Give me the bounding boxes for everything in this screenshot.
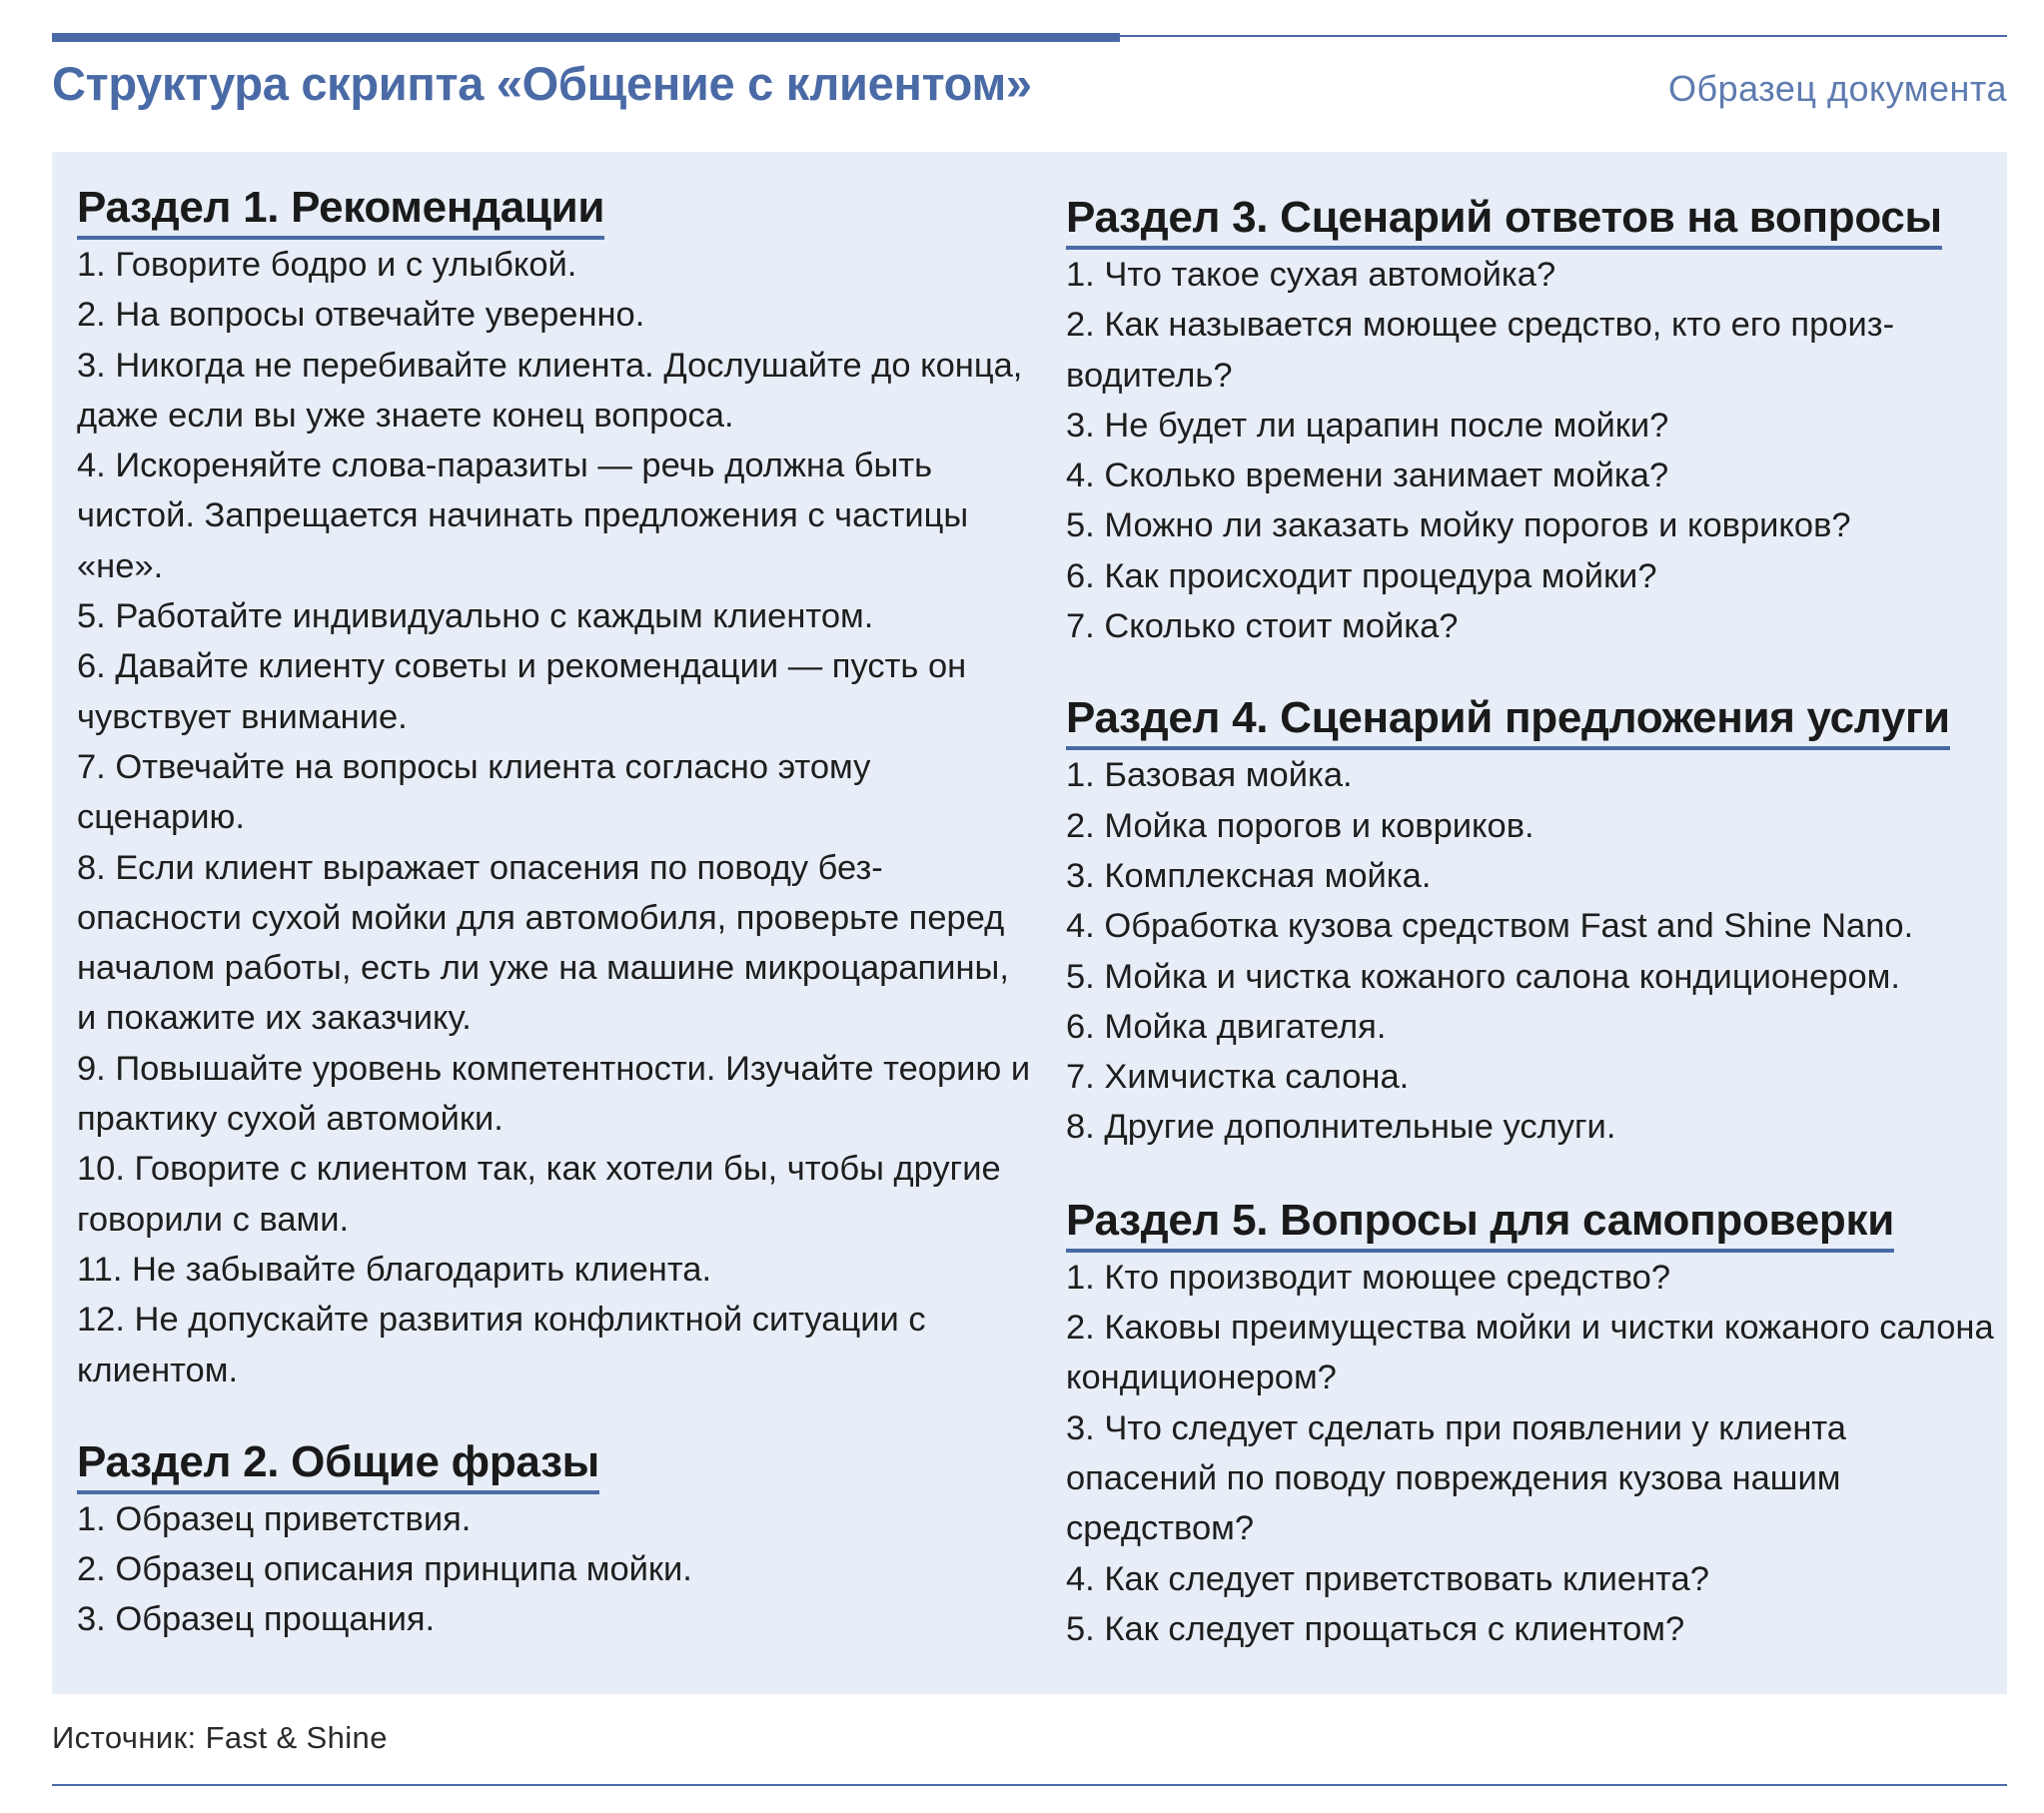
list-item: 7. Сколько стоит мойка? bbox=[1066, 607, 1459, 646]
list-item: 6. Как происходит процедура мойки? bbox=[1066, 556, 1657, 595]
section-3-title: Раздел 3. Сценарий ответов на вопросы bbox=[1066, 192, 1942, 250]
list-item: 3. Никогда не перебивайте клиента. Дослушайте до конца, даже если вы уже знаете конец вопроса. bbox=[77, 346, 1023, 435]
list-item: 11. Не забывайте благодарить клиента. bbox=[77, 1250, 712, 1289]
list-item: 5. Как следует прощаться с клиентом? bbox=[1066, 1609, 1685, 1648]
list-item: 4. Искореняйте слова-паразиты — речь должна быть чистой. Запрещается начинать предложения с частицы «не». bbox=[77, 447, 969, 585]
list-item: 3. Комплексная мойка. bbox=[1066, 856, 1432, 895]
list-item: 1. Кто производит моющее средство? bbox=[1066, 1258, 1671, 1297]
list-item: 8. Другие дополнительные услуги. bbox=[1066, 1108, 1616, 1147]
list-item: 9. Повышайте уровень компетентности. Изучайте теорию и практику сухой автомойки. bbox=[77, 1049, 1031, 1139]
bottom-divider bbox=[52, 1784, 2007, 1786]
list-item: 1. Базовая мойка. bbox=[1066, 756, 1353, 795]
source-note: Источник: Fast & Shine bbox=[52, 1720, 388, 1755]
document-title: Структура скрипта «Общение с клиентом» bbox=[52, 57, 1032, 110]
list-item: 1. Что такое сухая автомойка? bbox=[1066, 256, 1556, 294]
list-item: 3. Образец прощания. bbox=[77, 1600, 436, 1639]
list-item: 6. Давайте клиенту советы и рекомендации — пусть он чувствует внимание. bbox=[77, 647, 967, 736]
content-panel bbox=[52, 152, 2007, 1694]
list-item: 5. Работайте индивидуально с каждым клиентом. bbox=[77, 597, 874, 636]
section-4-list bbox=[1066, 750, 1995, 1152]
section-2-list bbox=[77, 1494, 1036, 1645]
left-column bbox=[77, 152, 1036, 1645]
section-1-title: Раздел 1. Рекомендации bbox=[77, 182, 604, 240]
section-1-list bbox=[77, 240, 1036, 1395]
list-item: 3. Что следует сделать при появлении у клиента опасений по поводу повреждения кузова нашим средством? bbox=[1066, 1408, 1846, 1548]
list-item: 8. Если клиент выражает опасения по поводу без-опасности сухой мойки для автомобиля, проверьте перед началом работы, есть ли уже на машине микроцарапины, и покажите их заказчику. bbox=[77, 848, 1009, 1038]
document-kind-label: Образец документа bbox=[1667, 68, 2007, 109]
section-5-list bbox=[1066, 1253, 1995, 1654]
list-item: 2. Каковы преимущества мойки и чистки кожаного салона кондиционером? bbox=[1066, 1309, 1994, 1397]
list-item: 1. Образец приветствия. bbox=[77, 1499, 472, 1538]
section-5-title: Раздел 5. Вопросы для самопроверки bbox=[1066, 1195, 1894, 1253]
list-item: 5. Можно ли заказать мойку порогов и ковриков? bbox=[1066, 506, 1851, 545]
list-item: 4. Обработка кузова средством Fast and Shine Nano. bbox=[1066, 907, 1914, 946]
list-item: 4. Как следует приветствовать клиента? bbox=[1066, 1559, 1709, 1598]
list-item: 7. Отвечайте на вопросы клиента согласно этому сценарию. bbox=[77, 747, 871, 837]
list-item: 1. Говорите бодро и с улыбкой. bbox=[77, 246, 577, 284]
section-2-title: Раздел 2. Общие фразы bbox=[77, 1436, 599, 1494]
list-item: 3. Не будет ли царапин после мойки? bbox=[1066, 406, 1669, 445]
list-item: 5. Мойка и чистка кожаного салона кондиционером. bbox=[1066, 957, 1900, 996]
list-item: 2. Образец описания принципа мойки. bbox=[77, 1550, 692, 1589]
section-4-title: Раздел 4. Сценарий предложения услуги bbox=[1066, 692, 1950, 750]
list-item: 7. Химчистка салона. bbox=[1066, 1058, 1410, 1097]
list-item: 2. На вопросы отвечайте уверенно. bbox=[77, 296, 645, 335]
list-item: 6. Мойка двигателя. bbox=[1066, 1007, 1387, 1046]
right-column bbox=[1066, 152, 1995, 1654]
list-item: 10. Говорите с клиентом так, как хотели бы, чтобы другие говорили с вами. bbox=[77, 1150, 1001, 1239]
top-accent-bar bbox=[52, 33, 1120, 42]
list-item: 2. Мойка порогов и ковриков. bbox=[1066, 806, 1534, 845]
list-item: 4. Сколько времени занимает мойка? bbox=[1066, 456, 1669, 495]
list-item: 12. Не допускайте развития конфликтной ситуации с клиентом. bbox=[77, 1301, 926, 1389]
list-item: 2. Как называется моющее средство, кто его произ-водитель? bbox=[1066, 306, 1895, 395]
section-3-list bbox=[1066, 250, 1995, 651]
